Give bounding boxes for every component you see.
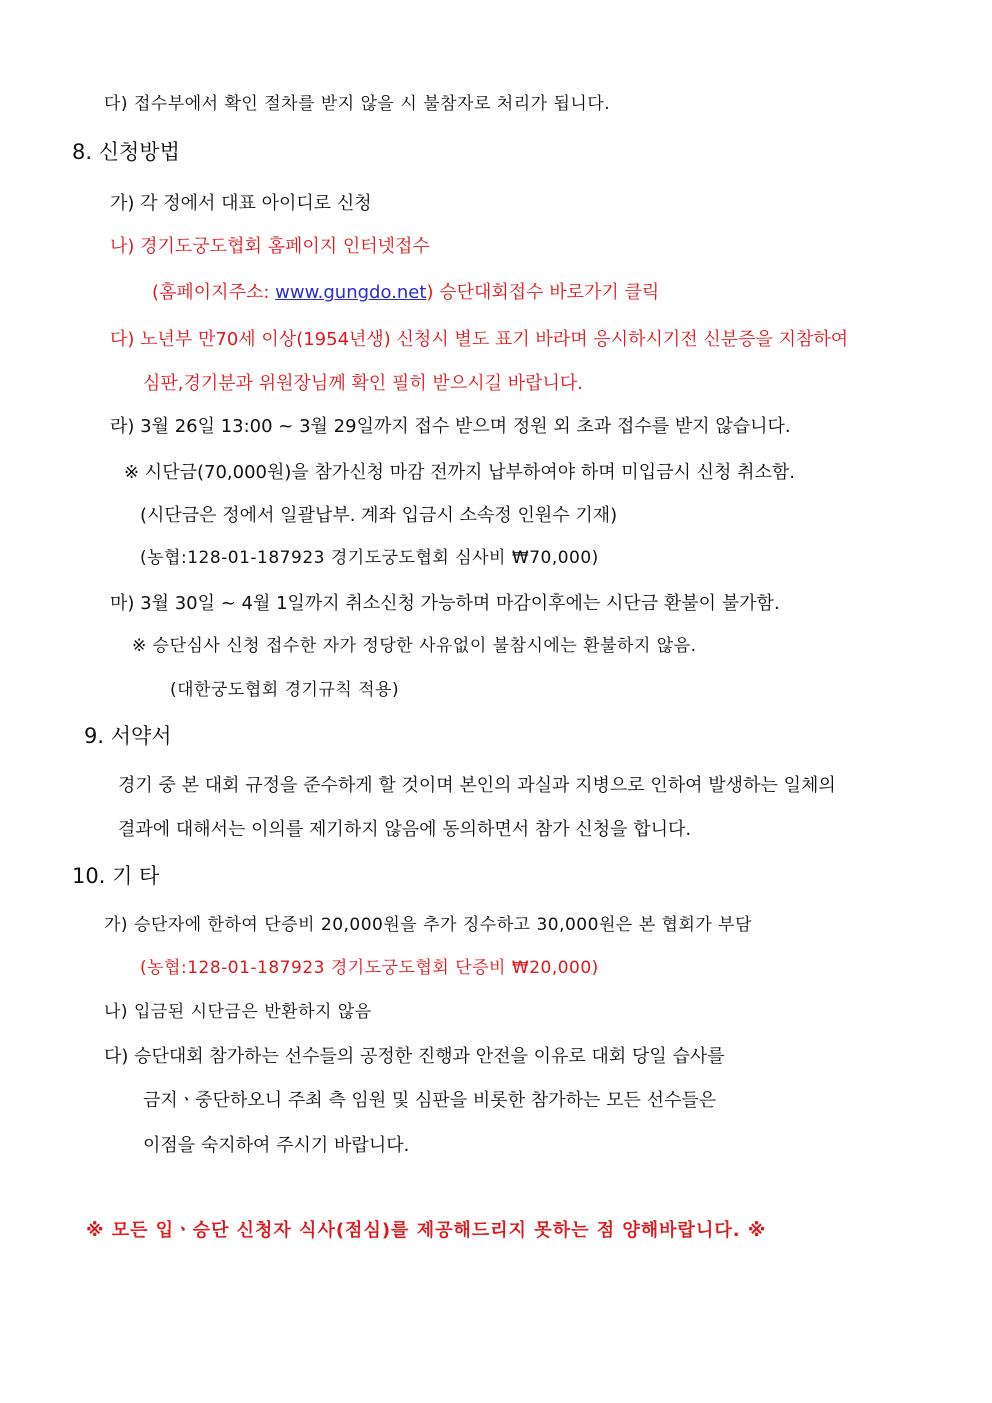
- item-da-senior-division-cont: 심판,경기분과 위원장님께 확인 필히 받으시길 바랍니다.: [143, 373, 583, 394]
- item-da-senior-division: 다) 노년부 만70세 이상(1954년생) 신청시 별도 표기 바라며 응시하시기전 신분증을 지참하여: [110, 329, 849, 350]
- notice-reception-check: 다) 접수부에서 확인 절차를 받지 않을 시 불참자로 처리가 됩니다.: [104, 94, 611, 114]
- item-ga-representative-id: 가) 각 정에서 대표 아이디로 신청: [110, 193, 372, 214]
- homepage-address-line: [152, 282, 659, 304]
- bank-account-certificate-fee: (농협:128-01-187923 경기도궁도협회 단증비 ₩20,000): [140, 958, 599, 978]
- pledge-text-1: 경기 중 본 대회 규정을 준수하게 할 것이며 본인의 과실과 지병으로 인하여 발생하는 일체의: [118, 775, 836, 796]
- item-na-no-refund: 나) 입금된 시단금은 반환하지 않음: [104, 1002, 372, 1022]
- note-fee-payment-detail: (시단금은 정에서 일괄납부. 계좌 입금시 소속정 인원수 기재): [140, 505, 618, 526]
- note-fee-payment: ※ 시단금(70,000원)을 참가신청 마감 전까지 납부하여야 하며 미입금시 신청 취소함.: [124, 462, 795, 483]
- item-na-homepage-signup: 나) 경기도궁도협회 홈페이지 인터넷접수: [110, 236, 430, 257]
- section-8-heading: 8. 신청방법: [72, 140, 180, 164]
- section-9-heading: 9. 서약서: [84, 724, 172, 748]
- bank-account-exam-fee: (농협:128-01-187923 경기도궁도협회 심사비 ₩70,000): [140, 548, 599, 568]
- homepage-suffix: ) 승단대회접수 바로가기 클릭: [426, 282, 660, 303]
- item-ra-reception-period: 라) 3월 26일 13:00 ~ 3월 29일까지 접수 받으며 정원 외 초과 접수를 받지 않습니다.: [110, 416, 791, 437]
- item-ga-certificate-fee: 가) 승단자에 한하여 단증비 20,000원을 추가 징수하고 30,000원은 본 협회가 부담: [104, 915, 753, 935]
- item-da-practice-ban-end: 이점을 숙지하여 주시기 바랍니다.: [143, 1135, 410, 1156]
- pledge-text-2: 결과에 대해서는 이의를 제기하지 않음에 동의하면서 참가 신청을 합니다.: [118, 819, 692, 840]
- meal-notice: ※ 모든 입ㆍ승단 신청자 식사(점심)를 제공해드리지 못하는 점 양해바랍니다. ※: [86, 1220, 767, 1241]
- note-rules-applied: (대한궁도협회 경기규칙 적용): [170, 680, 400, 700]
- homepage-link[interactable]: www.gungdo.net: [275, 282, 427, 303]
- section-10-heading: 10. 기 타: [72, 864, 160, 888]
- homepage-prefix: (홈페이지주소:: [152, 282, 276, 303]
- item-da-practice-ban: 다) 승단대회 참가하는 선수들의 공정한 진행과 안전을 이유로 대회 당일 습사를: [104, 1046, 725, 1067]
- note-no-refund: ※ 승단심사 신청 접수한 자가 정당한 사유없이 불참시에는 환불하지 않음.: [132, 636, 697, 656]
- item-da-practice-ban-cont: 금지ㆍ중단하오니 주최 측 임원 및 심판을 비롯한 참가하는 모든 선수들은: [143, 1090, 717, 1111]
- item-ma-cancel-period: 마) 3월 30일 ~ 4월 1일까지 취소신청 가능하며 마감이후에는 시단금 환불이 불가함.: [110, 593, 780, 614]
